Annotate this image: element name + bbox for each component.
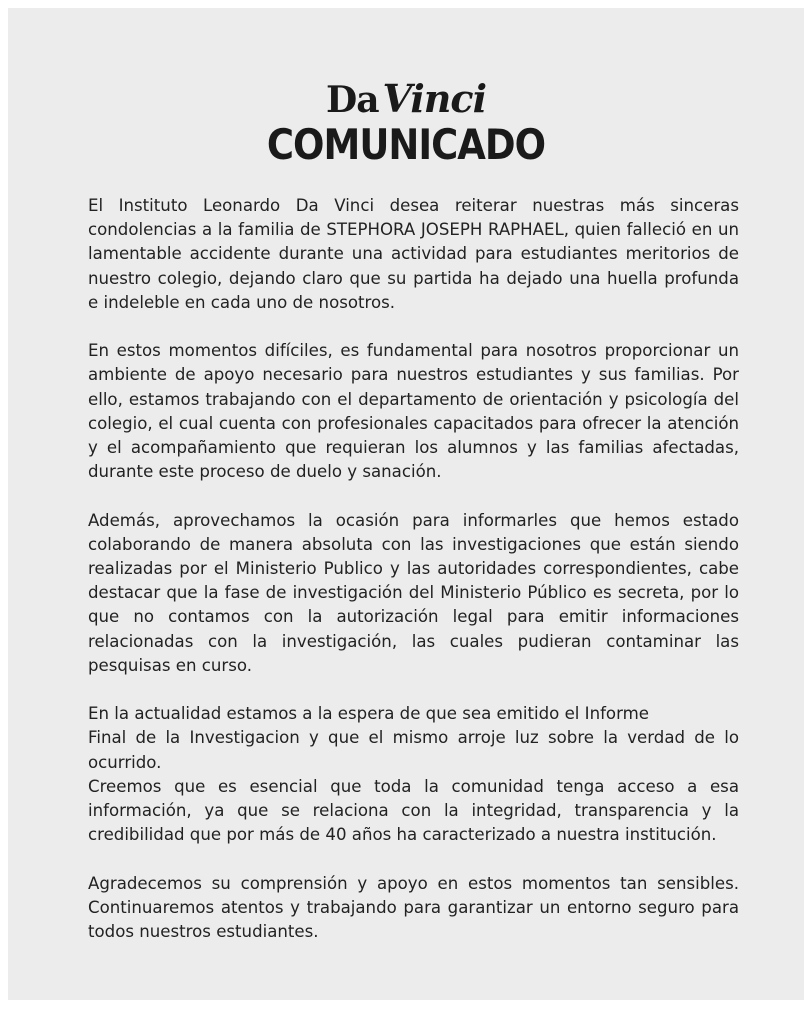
paragraph-support: En estos momentos difíciles, es fundamental para nosotros proporcionar un ambiente de apoyo necesario para nuestros estudiantes y sus familias. Por ello, estamos trabajando con el departamento de orientación y psicología del colegio, el cual cuenta con profesionales capacitados para ofrecer la atención y el acompañamiento que requieran los alumnos y las familias afectadas, durante este proceso de duelo y sanación. xyxy=(88,341,739,482)
document-page xyxy=(8,8,804,1000)
logo-da-text: Da xyxy=(326,79,379,121)
paragraph-final-report: Final de la Investigacion y que el mismo arroje luz sobre la verdad de lo ocurrido. xyxy=(88,728,739,772)
da-vinci-logo xyxy=(8,76,804,121)
paragraph-investigation: Además, aprovechamos la ocasión para informarles que hemos estado colaborando de manera absoluta con las investigaciones que están siendo realizadas por el Ministerio Publico y las autoridades correspondientes, cabe destacar que la fase de investigación del Ministerio Público es secreta, por lo que no contamos con la autorización legal para emitir informaciones relacionadas con la investigación, las cuales pudieran contaminar las pesquisas en curso. xyxy=(88,510,739,675)
paragraph-access: Creemos que es esencial que toda la comunidad tenga acceso a esa información, ya que se relaciona con la integridad, transparencia y la credibilidad que por más de 40 años ha caracterizado a nuestra institución. xyxy=(88,776,739,845)
paragraph-condolences: El Instituto Leonardo Da Vinci desea reiterar nuestras más sinceras condolencias a la familia de STEPHORA JOSEPH RAPHAEL, quien falleció en un lamentable accidente durante una actividad para estudiantes meritorios de nuestro colegio, dejando claro que su partida ha dejado una huella profunda e indeleble en cada uno de nosotros. xyxy=(88,196,739,312)
paragraph-waiting-line: En la actualidad estamos a la espera de que sea emitido el Informe xyxy=(88,704,649,724)
paragraph-gratitude: Agradecemos su comprensión y apoyo en estos momentos tan sensibles. Continuaremos atentos y trabajando para garantizar un entorno seguro para todos nuestros estudiantes. xyxy=(88,873,739,942)
logo-vinci-text: Vinci xyxy=(382,76,486,121)
document-body xyxy=(88,194,739,944)
document-title: COMUNICADO xyxy=(266,121,546,170)
paragraph-waiting-group xyxy=(88,702,739,847)
